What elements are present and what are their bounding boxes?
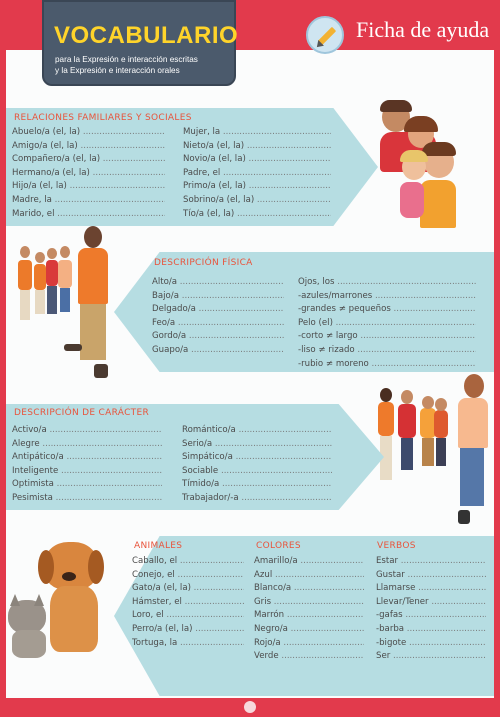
relaciones-column-2 <box>183 126 331 221</box>
vocab-item: Tímido/a ..... <box>182 478 332 492</box>
vocab-item: Feo/a ..... <box>152 317 284 331</box>
subtitle-line-1: para la Expresión e interacción escritas <box>55 55 198 64</box>
vocab-item: Serio/a ..... <box>182 438 332 452</box>
young-people-photo <box>372 370 494 532</box>
vocab-item: -azules/marrones ..... <box>298 290 476 304</box>
vocab-item: Amarillo/a ..... <box>254 555 364 569</box>
vocab-item: -grandes ≠ pequeños ..... <box>298 303 476 317</box>
vocab-item: Primo/a (el, la) ..... <box>183 180 331 194</box>
help-sheet-label: Ficha de ayuda <box>356 17 490 42</box>
vocab-item: Ojos, los ..... <box>298 276 476 290</box>
vocab-item: Tortuga, la ..... <box>132 637 244 651</box>
colores-heading: COLORES <box>256 541 301 551</box>
vocab-item: Padre, el ..... <box>183 167 331 181</box>
vocab-item: Bajo/a ..... <box>152 290 284 304</box>
vocab-item: -rubio ≠ moreno ..... <box>298 358 476 372</box>
fisica-column-2 <box>298 276 476 371</box>
vocab-item: Loro, el ..... <box>132 609 244 623</box>
vocab-item: Blanco/a ..... <box>254 582 364 596</box>
vocab-item: Caballo, el ..... <box>132 555 244 569</box>
vocab-item: -gafas ..... <box>376 609 486 623</box>
page-subtitle <box>55 54 198 76</box>
vocab-item: Simpático/a ..... <box>182 451 332 465</box>
vocab-item: Activo/a ..... <box>12 424 162 438</box>
vocab-item: -corto ≠ largo ..... <box>298 330 476 344</box>
vocab-item: Marrón ..... <box>254 609 364 623</box>
vocab-item: Alto/a ..... <box>152 276 284 290</box>
vocab-item: Llamarse ..... <box>376 582 486 596</box>
vocab-item: Delgado/a ..... <box>152 303 284 317</box>
verbos-column <box>376 555 486 664</box>
colores-column <box>254 555 364 664</box>
animales-heading: ANIMALES <box>134 541 183 551</box>
vocab-item: Mujer, la ..... <box>183 126 331 140</box>
vocab-item: Novio/a (el, la) ..... <box>183 153 331 167</box>
vocab-item: Estar ..... <box>376 555 486 569</box>
vocab-item: -liso ≠ rizado ..... <box>298 344 476 358</box>
teenagers-photo <box>12 224 112 384</box>
vocab-item: Abuelo/a (el, la) ..... <box>12 126 165 140</box>
relaciones-heading: RELACIONES FAMILIARES Y SOCIALES <box>14 113 192 123</box>
vocab-item: Nieto/a (el, la) ..... <box>183 140 331 154</box>
vocabulary-title-box <box>42 0 239 86</box>
vocab-item: Marido, el ..... <box>12 208 165 222</box>
vocab-item: Gordo/a ..... <box>152 330 284 344</box>
vocab-item: Perro/a (el, la) ..... <box>132 623 244 637</box>
vocab-item: -bigote ..... <box>376 637 486 651</box>
vocab-item: Sobrino/a (el, la) ..... <box>183 194 331 208</box>
fisica-column-1 <box>152 276 284 358</box>
vocab-item: Hámster, el ..... <box>132 596 244 610</box>
verbos-heading: VERBOS <box>377 541 416 551</box>
vocab-item: Romántico/a ..... <box>182 424 332 438</box>
vocab-item: Pesimista ..... <box>12 492 162 506</box>
vocab-item: Gustar ..... <box>376 569 486 583</box>
vocab-item: Antipático/a ..... <box>12 451 162 465</box>
vocab-item: Azul ..... <box>254 569 364 583</box>
vocab-item: Optimista ..... <box>12 478 162 492</box>
worksheet-page <box>6 0 494 717</box>
vocab-item: Compañero/a (el, la) ..... <box>12 153 165 167</box>
vocab-item: Hermano/a (el, la) ..... <box>12 167 165 181</box>
vocab-item: Rojo/a ..... <box>254 637 364 651</box>
vocab-item: Amigo/a (el, la) ..... <box>12 140 165 154</box>
caracter-column-1 <box>12 424 162 506</box>
vocab-item: Gato/a (el, la) ..... <box>132 582 244 596</box>
fisica-heading: DESCRIPCIÓN FÍSICA <box>154 258 253 268</box>
vocab-item: Hijo/a (el, la) ..... <box>12 180 165 194</box>
vocab-item: Negro/a ..... <box>254 623 364 637</box>
vocab-item: Inteligente ..... <box>12 465 162 479</box>
animales-column <box>132 555 244 650</box>
vocab-item: Alegre ..... <box>12 438 162 452</box>
page-title: VOCABULARIO <box>54 22 239 49</box>
family-photo <box>368 98 488 230</box>
vocab-item: Madre, la ..... <box>12 194 165 208</box>
vocab-item: -barba ..... <box>376 623 486 637</box>
vocab-item: Llevar/Tener ..... <box>376 596 486 610</box>
vocab-item: Trabajador/-a ..... <box>182 492 332 506</box>
vocab-item: Conejo, el ..... <box>132 569 244 583</box>
vocab-item: Tío/a (el, la) ..... <box>183 208 331 222</box>
caracter-column-2 <box>182 424 332 506</box>
subtitle-line-2: y la Expresión e interacción orales <box>55 66 180 75</box>
pencil-icon <box>306 16 344 54</box>
relaciones-column-1 <box>12 126 165 221</box>
vocab-item: Sociable ..... <box>182 465 332 479</box>
page-number-marker <box>244 701 256 713</box>
vocab-item: Guapo/a ..... <box>152 344 284 358</box>
vocab-item: Gris ..... <box>254 596 364 610</box>
vocab-item: Ser ..... <box>376 650 486 664</box>
pets-photo <box>6 538 114 660</box>
vocab-item: Pelo (el) ..... <box>298 317 476 331</box>
vocab-item: Verde ..... <box>254 650 364 664</box>
caracter-heading: DESCRIPCIÓN DE CARÁCTER <box>14 408 149 418</box>
